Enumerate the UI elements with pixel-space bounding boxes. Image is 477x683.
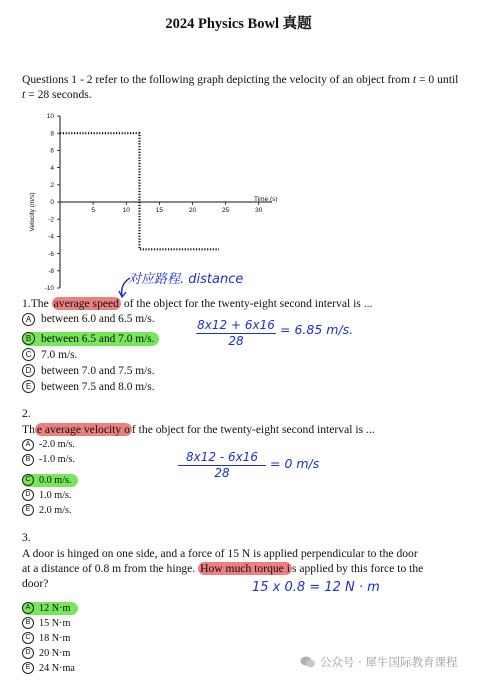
option-text: 18 N·m — [39, 632, 71, 644]
q2-option-c[interactable] — [22, 474, 78, 487]
q2-calc-denominator: 28 — [214, 466, 230, 480]
q1-highlight: average speed — [53, 297, 119, 310]
option-letter-circle: C — [22, 348, 35, 361]
y-tick-label: 4 — [50, 164, 54, 172]
x-tick-label: 5 — [91, 207, 95, 214]
q3-option-b[interactable] — [22, 617, 78, 630]
question-2-number: 2. — [22, 407, 31, 420]
option-letter-circle: E — [22, 380, 35, 393]
q1-handwritten-calc — [196, 318, 276, 348]
option-text: 24 N·ma — [39, 662, 75, 674]
option-letter-circle: B — [22, 332, 35, 345]
watermark-text: 公众号 · 犀牛国际教育课程 — [320, 655, 458, 669]
y-tick-label: -10 — [44, 285, 54, 291]
q3-option-e[interactable] — [22, 662, 78, 675]
x-axis-label: Time (s) — [254, 196, 278, 203]
q2-prefix: Th — [22, 423, 35, 436]
q1-calc-numerator: 8x12 + 6x16 — [197, 318, 275, 332]
q3-option-d[interactable] — [22, 647, 78, 660]
q2-highlight: e average velocity o — [36, 423, 130, 436]
q1-prefix: 1.The — [22, 297, 52, 310]
chart-axes-group — [45, 113, 272, 291]
velocity-time-chart — [22, 106, 292, 291]
q2-option-e[interactable] — [22, 504, 78, 517]
intro-text-mid: = 0 until — [416, 73, 459, 86]
q3-option-c[interactable] — [22, 632, 78, 645]
option-letter-circle: B — [22, 617, 34, 629]
q3-line-3: door? — [22, 577, 49, 590]
q1-option-a[interactable] — [22, 312, 159, 326]
intro-text-suffix: = 28 seconds. — [25, 88, 92, 101]
y-tick-label: 8 — [50, 130, 54, 138]
x-tick-label: 15 — [155, 207, 163, 214]
q1-option-c[interactable] — [22, 348, 159, 362]
question-3-number: 3. — [22, 531, 31, 544]
velocity-series-line — [60, 133, 219, 249]
option-letter-circle: B — [22, 454, 34, 466]
x-tick-label: 25 — [222, 207, 230, 214]
intro-paragraph — [22, 72, 462, 102]
question-3-stem — [22, 546, 462, 591]
q1-suffix: of the object for the twenty-eight second interval is ... — [120, 297, 373, 310]
option-text: 20 N·m — [39, 647, 71, 659]
option-text: 1.0 m/s. — [39, 489, 72, 501]
q1-option-e[interactable] — [22, 380, 159, 394]
q3-option-a[interactable] — [22, 602, 78, 615]
q1-option-d[interactable] — [22, 364, 159, 378]
option-letter-circle: E — [22, 662, 34, 674]
page-title: 2024 Physics Bowl 真题 — [165, 16, 312, 32]
option-text: 2.0 m/s. — [39, 504, 72, 516]
q2-option-d[interactable] — [22, 489, 78, 502]
q3-line-1: A door is hinged on one side, and a force of 15 N is applied perpendicular to the door — [22, 547, 418, 560]
y-tick-label: 10 — [46, 113, 54, 121]
question-1-options — [22, 312, 159, 394]
option-text: 7.0 m/s. — [41, 348, 78, 361]
x-tick-label: 10 — [122, 207, 130, 214]
q1-calc-denominator: 28 — [228, 334, 244, 348]
q3-line-2-prefix: at a distance of 0.8 m from the hinge. — [22, 562, 199, 575]
y-tick-label: -2 — [48, 216, 54, 224]
question-1-stem — [22, 296, 462, 311]
x-tick-label: 30 — [255, 207, 263, 214]
x-tick-label: 20 — [188, 207, 197, 214]
option-letter-circle: D — [22, 489, 34, 501]
option-text: between 7.5 and 8.0 m/s. — [41, 380, 155, 393]
option-letter-circle: A — [22, 602, 34, 614]
y-tick-label: 6 — [50, 147, 54, 155]
y-tick-label: 0 — [50, 199, 54, 207]
option-text: -1.0 m/s. — [39, 454, 75, 465]
option-letter-circle: C — [22, 632, 34, 644]
option-letter-circle: C — [22, 474, 34, 486]
q3-highlight: How much torque i — [200, 562, 290, 575]
option-text: 15 N·m — [39, 617, 71, 629]
q2-option-b[interactable] — [22, 453, 78, 466]
option-text: between 6.0 and 6.5 m/s. — [41, 313, 155, 325]
q2-suffix: f the object for the twenty-eight second interval is ... — [131, 423, 375, 436]
q3-line-2 — [22, 561, 462, 576]
intro-t-var: t — [412, 73, 417, 86]
option-text: 0.0 m/s. — [39, 474, 72, 486]
option-letter-circle: A — [22, 313, 35, 326]
option-letter-circle: D — [22, 364, 35, 377]
q3-handwritten-calc: 15 x 0.8 = 12 N · m — [252, 580, 380, 595]
option-letter-circle: D — [22, 647, 34, 659]
option-text: 12 N·m — [39, 602, 71, 614]
y-tick-label: -6 — [48, 250, 54, 258]
option-text: between 6.5 and 7.0 m/s. — [41, 332, 155, 345]
question-3-options — [22, 596, 78, 675]
intro-t-var-2: t — [22, 88, 26, 101]
question-2-options — [22, 438, 78, 517]
y-tick-label: -4 — [48, 233, 54, 241]
q3-line-2-suffix: s applied by this force to the — [291, 562, 424, 575]
y-axis-label: Velocity (m/s) — [29, 192, 36, 232]
watermark — [300, 654, 457, 670]
question-2-stem — [22, 422, 462, 437]
chart-series-group — [60, 133, 219, 249]
option-text: -2.0 m/s. — [39, 439, 75, 450]
option-letter-circle: A — [22, 439, 34, 451]
option-text: between 7.0 and 7.5 m/s. — [41, 364, 155, 377]
q1-option-b[interactable] — [22, 332, 159, 346]
intro-text-prefix: Questions 1 - 2 refer to the following graph depicting the velocity of an object from — [22, 73, 413, 86]
q2-handwritten-calc — [178, 450, 266, 480]
q2-option-a[interactable] — [22, 438, 78, 451]
handwritten-distance-note: 对应路程. distance — [128, 272, 244, 287]
y-tick-label: 2 — [50, 182, 54, 189]
q1-calc-result: = 6.85 m/s. — [280, 322, 354, 337]
option-letter-circle: E — [22, 504, 34, 516]
q2-calc-numerator: 8x12 - 6x16 — [178, 450, 266, 466]
y-tick-label: -8 — [48, 268, 54, 275]
q2-calc-result: = 0 m/s — [270, 456, 320, 471]
wechat-icon — [300, 655, 316, 669]
